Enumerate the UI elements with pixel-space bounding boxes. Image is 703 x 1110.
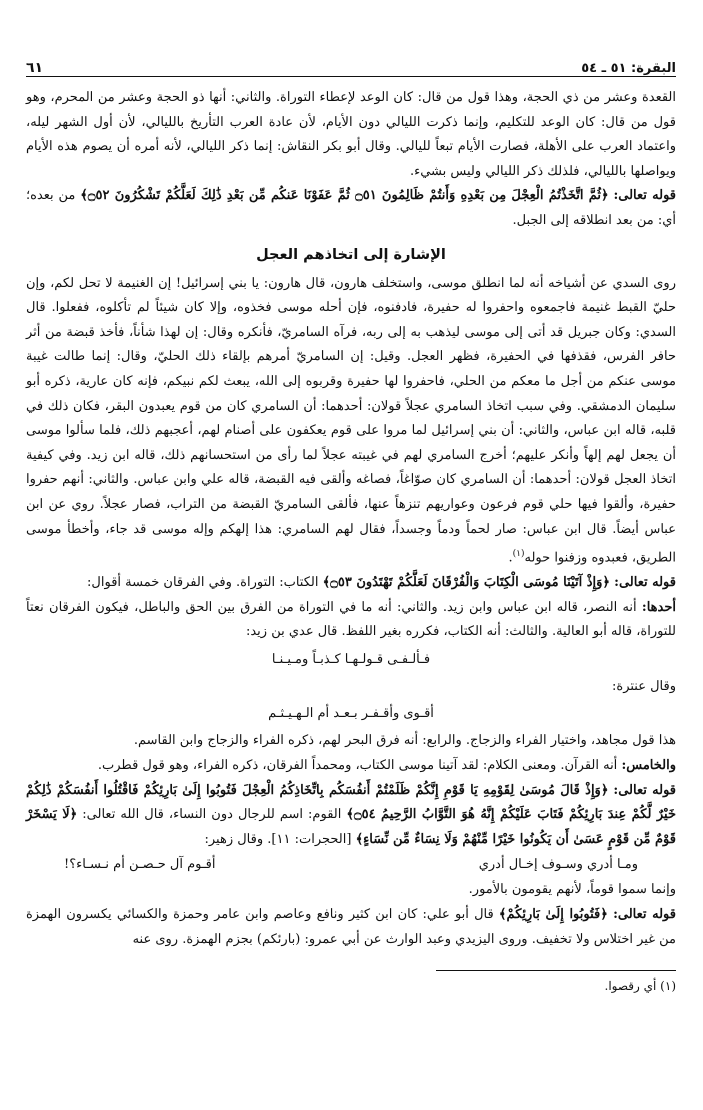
paragraph-text: روى السدي عن أشياخه أنه لما انطلق موسى، واستخلف هارون، قال هارون: يا بني إسرائيل! إن الغنيمة لا تحل لكم، وإن حليّ القبط غنيمة فاجمعوه واحفروا له حفيرة، فادفنوه، فإن أحله موسى فخذوه، وإلا كان شيئاً لم تأكلوه، ففعلوا. قال السدي: وكان جبريل قد أتى إلى موسى ليذهب به إلى ربه، فرآه السامريّ، فأنكره وقال: إن لهذا شأناً، فأخذ قبضة من أثر حافر الفرس، فقذفها في الحفيرة، فظهر العجل. وقيل: إن السامريّ أمرهم بإلقاء ذلك الحليّ، وقال: إنما طالت غيبة موسى عنكم من أجل ما معكم من الحلي، فاحفروا لها حفيرة وقربوه إلى الله، يبعث لكم نبيكم، فإنه كان عارية، ذكره أبو سليمان الدمشقي. وفي سبب اتخاذ السامري عجلاً قولان: أحدهما: أن السامري كان من قوم يعبدون البقر، فكان ذلك في قلبه، قاله ابن عباس، والثاني: أن بني إسرائيل لما مروا على قوم يعكفون على أصنام لهم، أعجبهم ذلك، فلما سألوا موسى أن يجعل لهم إلهاً وأنكر عليهم؛ أخرج السامري لهم في غيبته عجلاً لما رأى من استحسانهم ذلك، قاله ابن زيد. وفي كيفية اتخاذ العجل قولان: أحدهما: أن السامري كان صوّاغاً، فصاغه وألقى فيه القبضة، قاله علي وابن عباس. والثاني: أنهم حفروا حفيرة، وألقوا فيها حلي قوم فرعون وعواريهم تنزهاً عنها، فألقى السامريّ القبضة من التراب، فصار عجلاً. روي عن ابن عباس أيضاً. قال ابن عباس: صار لحماً ودماً وجسداً، فقال لهم السامري: هذا إلهكم وإله موسى قد جاء، وأخطأ موسى الطريق، فعبدوه وزفنوا حوله [26, 275, 676, 566]
quran-verse: ﴿ثُمَّ اتَّخَذْتُمُ الْعِجْلَ مِن بَعْدِهِ وَأَنتُمْ ظَالِمُونَ ۝٥١ ثُمَّ عَفَوْنَا عَنكُم مِّن بَعْدِ ذَٰلِكَ لَعَلَّكُمْ تَشْكُرُونَ ۝٥٢﴾ [80, 188, 609, 204]
paragraph-6: هذا قول مجاهد، واختيار الفراء والزجاج. والرابع: أنه فرق البحر لهم، ذكره الفراء والزجاج وابن القاسم. [133, 733, 676, 749]
poem-verse-antara: أقـوى وأقـفـر بـعـد أم الـهـيـثـم [268, 706, 434, 722]
poem-hemistich-right: ومـا أدري وسـوف إخـال أدري [478, 857, 638, 873]
paragraph-4 [26, 571, 676, 596]
citation: [الحجرات: ١١]. وقال زهير: [204, 831, 352, 847]
quran-verse: ﴿وَإِذْ قَالَ مُوسَىٰ لِقَوْمِهِ يَا قَوْمِ إِنَّكُمْ ظَلَمْتُمْ أَنفُسَكُم بِاتِّخَاذِكُمُ الْعِجْلَ فَتُوبُوا إِلَىٰ بَارِئِكُمْ فَاقْتُلُوا أَنفُسَكُمْ ذَٰلِكُمْ خَيْرٌ لَّكُمْ عِندَ بَارِئِكُمْ فَتَابَ عَلَيْكُمْ إِنَّهُ هُوَ التَّوَّابُ الرَّحِيمُ ۝٥٤﴾ [26, 782, 676, 823]
running-header [26, 54, 676, 77]
paragraph-1: القعدة وعشر من ذي الحجة، وهذا قول من قال: كان الوعد لإعطاء التوراة. والثاني: أنها ذو الحجة وعشر من المحرم، وهو قول من قال: كان الوعد للتكليم، وإنما ذكرت الليالي دون الأيام، لأن عادة العرب التأريخ بالليالي، لأن أول الشهر ليله، واعتماد العرب على الأهلة، فصارت الأيام تبعاً لليالي. وقال أبو بكر النقاش: إنما ذكر الليالي، لأنه أمره أن يصوم هذه الأيام ويواصلها بالليالي، فلذلك ذكر الليالي وليس بشيء. [26, 90, 676, 179]
poem-verse-zuhair [26, 852, 676, 878]
quran-verse: ﴿فَتُوبُوا إِلَىٰ بَارِئِكُمْ﴾ [498, 906, 608, 922]
book-page [26, 54, 676, 995]
surah-reference: البقرة: ٥١ ـ ٥٤ [581, 61, 676, 76]
paragraph-10 [26, 903, 676, 952]
paragraph-text: القوم: اسم للرجال دون النساء، قال الله تعالى: [82, 807, 342, 823]
verse-lead: قوله تعالى: [613, 906, 676, 922]
quran-verse: ﴿وَإِذْ آتَيْنَا مُوسَى الْكِتَابَ وَالْفُرْقَانَ لَعَلَّكُمْ تَهْتَدُونَ ۝٥٣﴾ [322, 575, 611, 591]
quran-verse: ﴿لَا يَسْخَرْ قَوْمٌ مِّن قَوْمٍ عَسَىٰ أَن يَكُونُوا خَيْرًا مِّنْهُمْ وَلَا نِسَاءٌ مِّن نِّسَاءٍ﴾ [26, 807, 676, 847]
list-item-lead: والخامس: [621, 757, 676, 773]
section-title: الإشارة إلى اتخاذهم العجل [256, 246, 446, 263]
paragraph-text: . [508, 550, 513, 566]
page-number: ٦١ [26, 60, 44, 76]
antara-intro: وقال عنترة: [612, 678, 676, 694]
verse-lead: قوله تعالى: [613, 782, 676, 798]
paragraph-text: أنه القرآن. ومعنى الكلام: لقد آتينا موسى الكتاب، ومحمداً الفرقان، ذكره الفراء، وهو قول قطرب. [97, 757, 618, 773]
list-item-lead: أحدها: [641, 599, 676, 615]
paragraph-3 [26, 272, 676, 571]
footnote [26, 977, 676, 995]
paragraph-7 [26, 754, 676, 779]
poem-verse-adi: فـألـفـى قـولـهـا كـذبـاً ومـيـنـا [271, 651, 431, 667]
paragraph-9: وإنما سموا قوماً، لأنهم يقومون بالأمور. [468, 882, 676, 898]
footnote-number: (١) [660, 979, 676, 994]
poem-hemistich-left: أقـوم آل حـصـن أم نـسـاء؟! [64, 857, 216, 873]
footnote-text: أي رقصوا. [604, 979, 657, 994]
paragraph-text: أنه النصر، قاله ابن عباس وابن زيد. والثاني: أنه ما في التوراة من الفرق بين الحق والباطل، فيكون الفرقان نعتاً للتوراة، قاله أبو العالية. والثالث: أنه الكتاب، فكرره بغير اللفظ. قال عدي بن زيد: [26, 599, 676, 640]
footnote-ref[interactable]: (١) [512, 549, 525, 560]
paragraph-text: قال أبو علي: كان ابن كثير ونافع وعاصم وابن عامر وحمزة والكسائي يكسرون الهمزة من غير اختلاس ولا تخفيف. وروى اليزيدي وعبد الوارث عن أبي عمرو: (بارئكم) بجزم الهمزة. روى عنه [26, 906, 676, 947]
paragraph-text: الكتاب: التوراة. وفي الفرقان خمسة أقوال: [87, 575, 319, 591]
verse-lead: قوله تعالى: [613, 188, 677, 204]
paragraph-8 [26, 779, 676, 853]
footnote-divider [436, 970, 676, 971]
paragraph-5 [26, 596, 676, 645]
verse-lead: قوله تعالى: [614, 575, 676, 591]
paragraph-text: من بعده؛ أي: من بعد انطلاقه إلى الجبل. [26, 188, 676, 228]
paragraph-2 [26, 184, 676, 233]
